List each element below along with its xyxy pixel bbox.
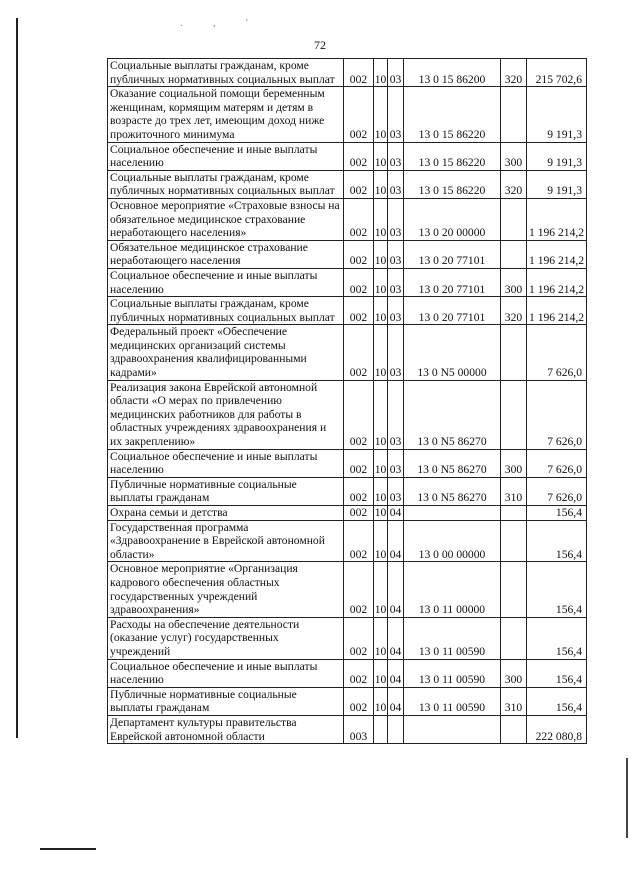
row-name: Социальное обеспечение и иные выплаты населению — [108, 449, 344, 477]
table-row — [108, 142, 587, 170]
table-row — [108, 477, 587, 505]
target-article-code: 13 0 15 86220 — [404, 142, 501, 170]
amount: 9 191,3 — [527, 142, 587, 170]
amount: 7 626,0 — [527, 477, 587, 505]
scan-edge-line-left — [16, 18, 18, 738]
expense-type-code: 300 — [501, 449, 527, 477]
table-row — [108, 617, 587, 659]
row-name: Основное мероприятие «Организация кадрового обеспечения областных государственных учреждений здравоохранения» — [108, 562, 344, 617]
row-name: Обязательное медицинское страхование неработающего населения — [108, 240, 344, 268]
target-article-code: 13 0 15 86200 — [404, 59, 501, 87]
target-article-code: 13 0 20 77101 — [404, 268, 501, 296]
ministry-code: 002 — [344, 268, 374, 296]
section-code: 10 — [374, 59, 388, 87]
ministry-code: 002 — [344, 142, 374, 170]
amount: 156,4 — [527, 562, 587, 617]
amount: 156,4 — [527, 506, 587, 521]
table-row — [108, 687, 587, 715]
table-row — [108, 59, 587, 87]
ministry-code: 002 — [344, 170, 374, 198]
expense-type-code — [501, 506, 527, 521]
subsection-code: 04 — [388, 687, 404, 715]
amount: 156,4 — [527, 520, 587, 562]
target-article-code: 13 0 11 00590 — [404, 659, 501, 687]
table-row — [108, 380, 587, 449]
amount: 7 626,0 — [527, 380, 587, 449]
expense-type-code — [501, 380, 527, 449]
table-row — [108, 87, 587, 142]
section-code: 10 — [374, 380, 388, 449]
section-code: 10 — [374, 449, 388, 477]
section-code: 10 — [374, 87, 388, 142]
row-name: Социальные выплаты гражданам, кроме публичных нормативных социальных выплат — [108, 170, 344, 198]
row-name: Публичные нормативные социальные выплаты гражданам — [108, 687, 344, 715]
subsection-code: 03 — [388, 325, 404, 380]
ministry-code: 002 — [344, 506, 374, 521]
table-row — [108, 240, 587, 268]
target-article-code: 13 0 20 77101 — [404, 297, 501, 325]
footnote-rule — [40, 848, 96, 850]
target-article-code: 13 0 11 00590 — [404, 617, 501, 659]
expense-type-code: 320 — [501, 170, 527, 198]
table-row — [108, 520, 587, 562]
subsection-code: 03 — [388, 59, 404, 87]
amount: 9 191,3 — [527, 87, 587, 142]
ministry-code: 002 — [344, 659, 374, 687]
amount: 7 626,0 — [527, 449, 587, 477]
target-article-code: 13 0 N5 86270 — [404, 380, 501, 449]
amount: 156,4 — [527, 659, 587, 687]
section-code: 10 — [374, 506, 387, 519]
target-article-code: 13 0 00 00000 — [404, 520, 501, 562]
ministry-code: 002 — [344, 687, 374, 715]
target-article-code: 13 0 15 86220 — [404, 170, 501, 198]
ministry-code: 002 — [344, 325, 374, 380]
target-article-code: 13 0 N5 00000 — [404, 325, 501, 380]
target-article-code: 13 0 15 86220 — [404, 87, 501, 142]
section-code: 10 — [374, 297, 388, 325]
table-row — [108, 325, 587, 380]
subsection-code: 04 — [388, 659, 404, 687]
amount: 9 191,3 — [527, 170, 587, 198]
ministry-code: 002 — [344, 87, 374, 142]
ministry-code: 002 — [344, 477, 374, 505]
section-code: 10 — [374, 659, 388, 687]
amount: 7 626,0 — [527, 325, 587, 380]
section-code: 10 — [374, 477, 388, 505]
expense-type-code — [501, 325, 527, 380]
expense-type-code: 320 — [501, 59, 527, 87]
subsection-code: 03 — [388, 198, 404, 240]
target-article-code — [404, 715, 501, 743]
expense-type-code: 310 — [501, 687, 527, 715]
table-row — [108, 297, 587, 325]
section-code: 10 — [374, 520, 388, 562]
section-code: 10 — [374, 562, 388, 617]
row-name: Социальные выплаты гражданам, кроме публичных нормативных социальных выплат — [108, 297, 344, 325]
ministry-code: 002 — [344, 297, 374, 325]
row-name: Социальные выплаты гражданам, кроме публичных нормативных социальных выплат — [108, 59, 344, 87]
expense-type-code: 300 — [501, 268, 527, 296]
subsection-code: 03 — [388, 87, 404, 142]
subsection-code: 04 — [388, 506, 404, 521]
budget-table — [107, 58, 587, 744]
subsection-code: 03 — [388, 297, 404, 325]
expense-type-code — [501, 562, 527, 617]
row-name: Федеральный проект «Обеспечение медицинских организаций системы здравоохранения квалифицированными кадрами» — [108, 325, 344, 380]
amount: 156,4 — [527, 617, 587, 659]
ministry-code: 002 — [344, 380, 374, 449]
table-row — [108, 715, 587, 743]
target-article-code: 13 0 11 00000 — [404, 562, 501, 617]
row-name: Публичные нормативные социальные выплаты гражданам — [108, 477, 344, 505]
subsection-code: 03 — [388, 240, 404, 268]
section-code: 10 — [374, 240, 388, 268]
table-row — [108, 562, 587, 617]
row-name: Охрана семьи и детства — [108, 506, 344, 521]
expense-type-code: 300 — [501, 142, 527, 170]
subsection-code: 04 — [388, 562, 404, 617]
target-article-code: 13 0 20 77101 — [404, 240, 501, 268]
table-row — [108, 659, 587, 687]
ministry-code: 003 — [344, 715, 374, 743]
amount: 1 196 214,2 — [527, 198, 587, 240]
expense-type-code — [501, 715, 527, 743]
section-code: 10 — [374, 325, 388, 380]
row-name: Государственная программа «Здравоохранение в Еврейской автономной области» — [108, 520, 344, 562]
target-article-code: 13 0 N5 86270 — [404, 449, 501, 477]
scan-edge-line-right — [626, 758, 628, 838]
expense-type-code — [501, 87, 527, 142]
table-row — [108, 449, 587, 477]
amount: 156,4 — [527, 687, 587, 715]
row-name: Реализация закона Еврейской автономной области «О мерах по привлечению медицинских работников для работы в областных учреждениях здравоохранения и их закреплению» — [108, 380, 344, 449]
ministry-code: 002 — [344, 520, 374, 562]
section-code: 10 — [374, 142, 388, 170]
subsection-code: 04 — [388, 520, 404, 562]
expense-type-code: 310 — [501, 477, 527, 505]
section-code: 10 — [374, 617, 388, 659]
amount: 1 196 214,2 — [527, 268, 587, 296]
row-name: Социальное обеспечение и иные выплаты населению — [108, 142, 344, 170]
subsection-code: 03 — [388, 449, 404, 477]
section-code: 10 — [374, 170, 388, 198]
row-name: Социальное обеспечение и иные выплаты населению — [108, 268, 344, 296]
expense-type-code: 320 — [501, 297, 527, 325]
expense-type-code — [501, 617, 527, 659]
ministry-code: 002 — [344, 449, 374, 477]
subsection-code: 03 — [388, 170, 404, 198]
table-row — [108, 268, 587, 296]
ministry-code: 002 — [344, 198, 374, 240]
row-name: Социальное обеспечение и иные выплаты населению — [108, 659, 344, 687]
expense-type-code: 300 — [501, 659, 527, 687]
target-article-code: 13 0 11 00590 — [404, 687, 501, 715]
subsection-code: 03 — [388, 380, 404, 449]
row-name: Основное мероприятие «Страховые взносы на обязательное медицинское страхование неработающего населения» — [108, 198, 344, 240]
amount: 1 196 214,2 — [527, 240, 587, 268]
expense-type-code — [501, 520, 527, 562]
target-article-code — [404, 506, 501, 521]
amount: 215 702,6 — [527, 59, 587, 87]
subsection-code: 03 — [388, 142, 404, 170]
row-name: Департамент культуры правительства Еврейской автономной области — [108, 715, 344, 743]
subsection-code: 03 — [388, 268, 404, 296]
amount: 1 196 214,2 — [527, 297, 587, 325]
target-article-code: 13 0 N5 86270 — [404, 477, 501, 505]
section-code — [374, 715, 388, 743]
amount: 222 080,8 — [527, 715, 587, 743]
table-row — [108, 198, 587, 240]
section-code: 10 — [374, 268, 388, 296]
row-name: Расходы на обеспечение деятельности (оказание услуг) государственных учреждений — [108, 617, 344, 659]
ministry-code: 002 — [344, 617, 374, 659]
subsection-code: 03 — [388, 477, 404, 505]
subsection-code: 04 — [388, 617, 404, 659]
ministry-code: 002 — [344, 562, 374, 617]
expense-type-code — [501, 240, 527, 268]
row-name: Оказание социальной помощи беременным женщинам, кормящим матерям и детям в возрасте до трех лет, имеющим доход ниже прожиточного минимума — [108, 87, 344, 142]
table-row — [108, 170, 587, 198]
expense-type-code — [501, 198, 527, 240]
section-code: 10 — [374, 198, 388, 240]
ministry-code: 002 — [344, 59, 374, 87]
scan-specks: . , ' — [180, 18, 262, 29]
subsection-code — [388, 715, 404, 743]
target-article-code: 13 0 20 00000 — [404, 198, 501, 240]
table-row — [108, 506, 587, 521]
page-number: 72 — [314, 38, 326, 52]
ministry-code: 002 — [344, 240, 374, 268]
section-code: 10 — [374, 687, 388, 715]
